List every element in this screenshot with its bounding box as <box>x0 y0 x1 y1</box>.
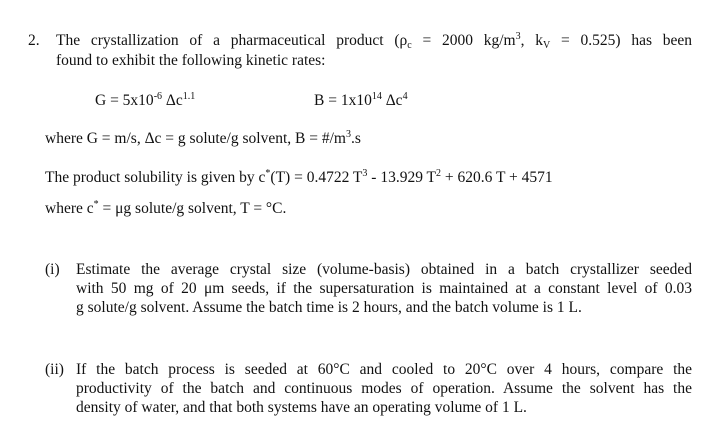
solubility-units: where c* = μg solute/g solvent, T = °C. <box>45 199 287 217</box>
part-ii-line-1: If the batch process is seeded at 60°C and cooled to 20°C over 4 hours, compare the <box>76 361 692 378</box>
solubility-equation: The product solubility is given by c*(T) = 0.4722 $T^3 - 13.929$ $T^2 + 620.6$ T + 4571 <box>45 168 553 186</box>
part-i-line-3: g solute/g solvent. Assume the batch time is 2 hours, and the batch volume is 1 L. <box>76 299 582 316</box>
part-ii-line-3: density of water, and that both systems have an operating volume of 1 L. <box>76 399 527 416</box>
part-i-line-1: Estimate the average crystal size (volume-basis) obtained in a batch crystallizer seeded <box>76 261 692 278</box>
part-ii-line-2: productivity of the batch and continuous modes of operation. Assume the solvent has the <box>76 380 692 397</box>
intro-line-2: found to exhibit the following kinetic rates: <box>56 52 326 69</box>
growth-rate-equation: $G = 5x10^{-6}$ $\Delta c^{1.1}$ <box>95 91 196 109</box>
intro-line-1: The crystallization of a pharmaceutical product ($\rho_c = 2000$ $kg/m^3$, $k_V = 0.525$) has been <box>56 31 693 51</box>
part-i-label: (i) <box>45 261 60 278</box>
part-i-line-2: with 50 mg of 20 μm seeds, if the supersaturation is maintained at a constant level of 0.03 <box>76 280 692 297</box>
birth-rate-equation: $B = 1x10^{14}$ $\Delta c^4$ <box>314 91 408 109</box>
units-definition: where G = m/s, Δc = g solute/g solvent, $B = \#/m^3.s$ <box>45 129 361 147</box>
part-ii-label: (ii) <box>45 361 64 378</box>
problem-number: 2. <box>28 32 40 49</box>
